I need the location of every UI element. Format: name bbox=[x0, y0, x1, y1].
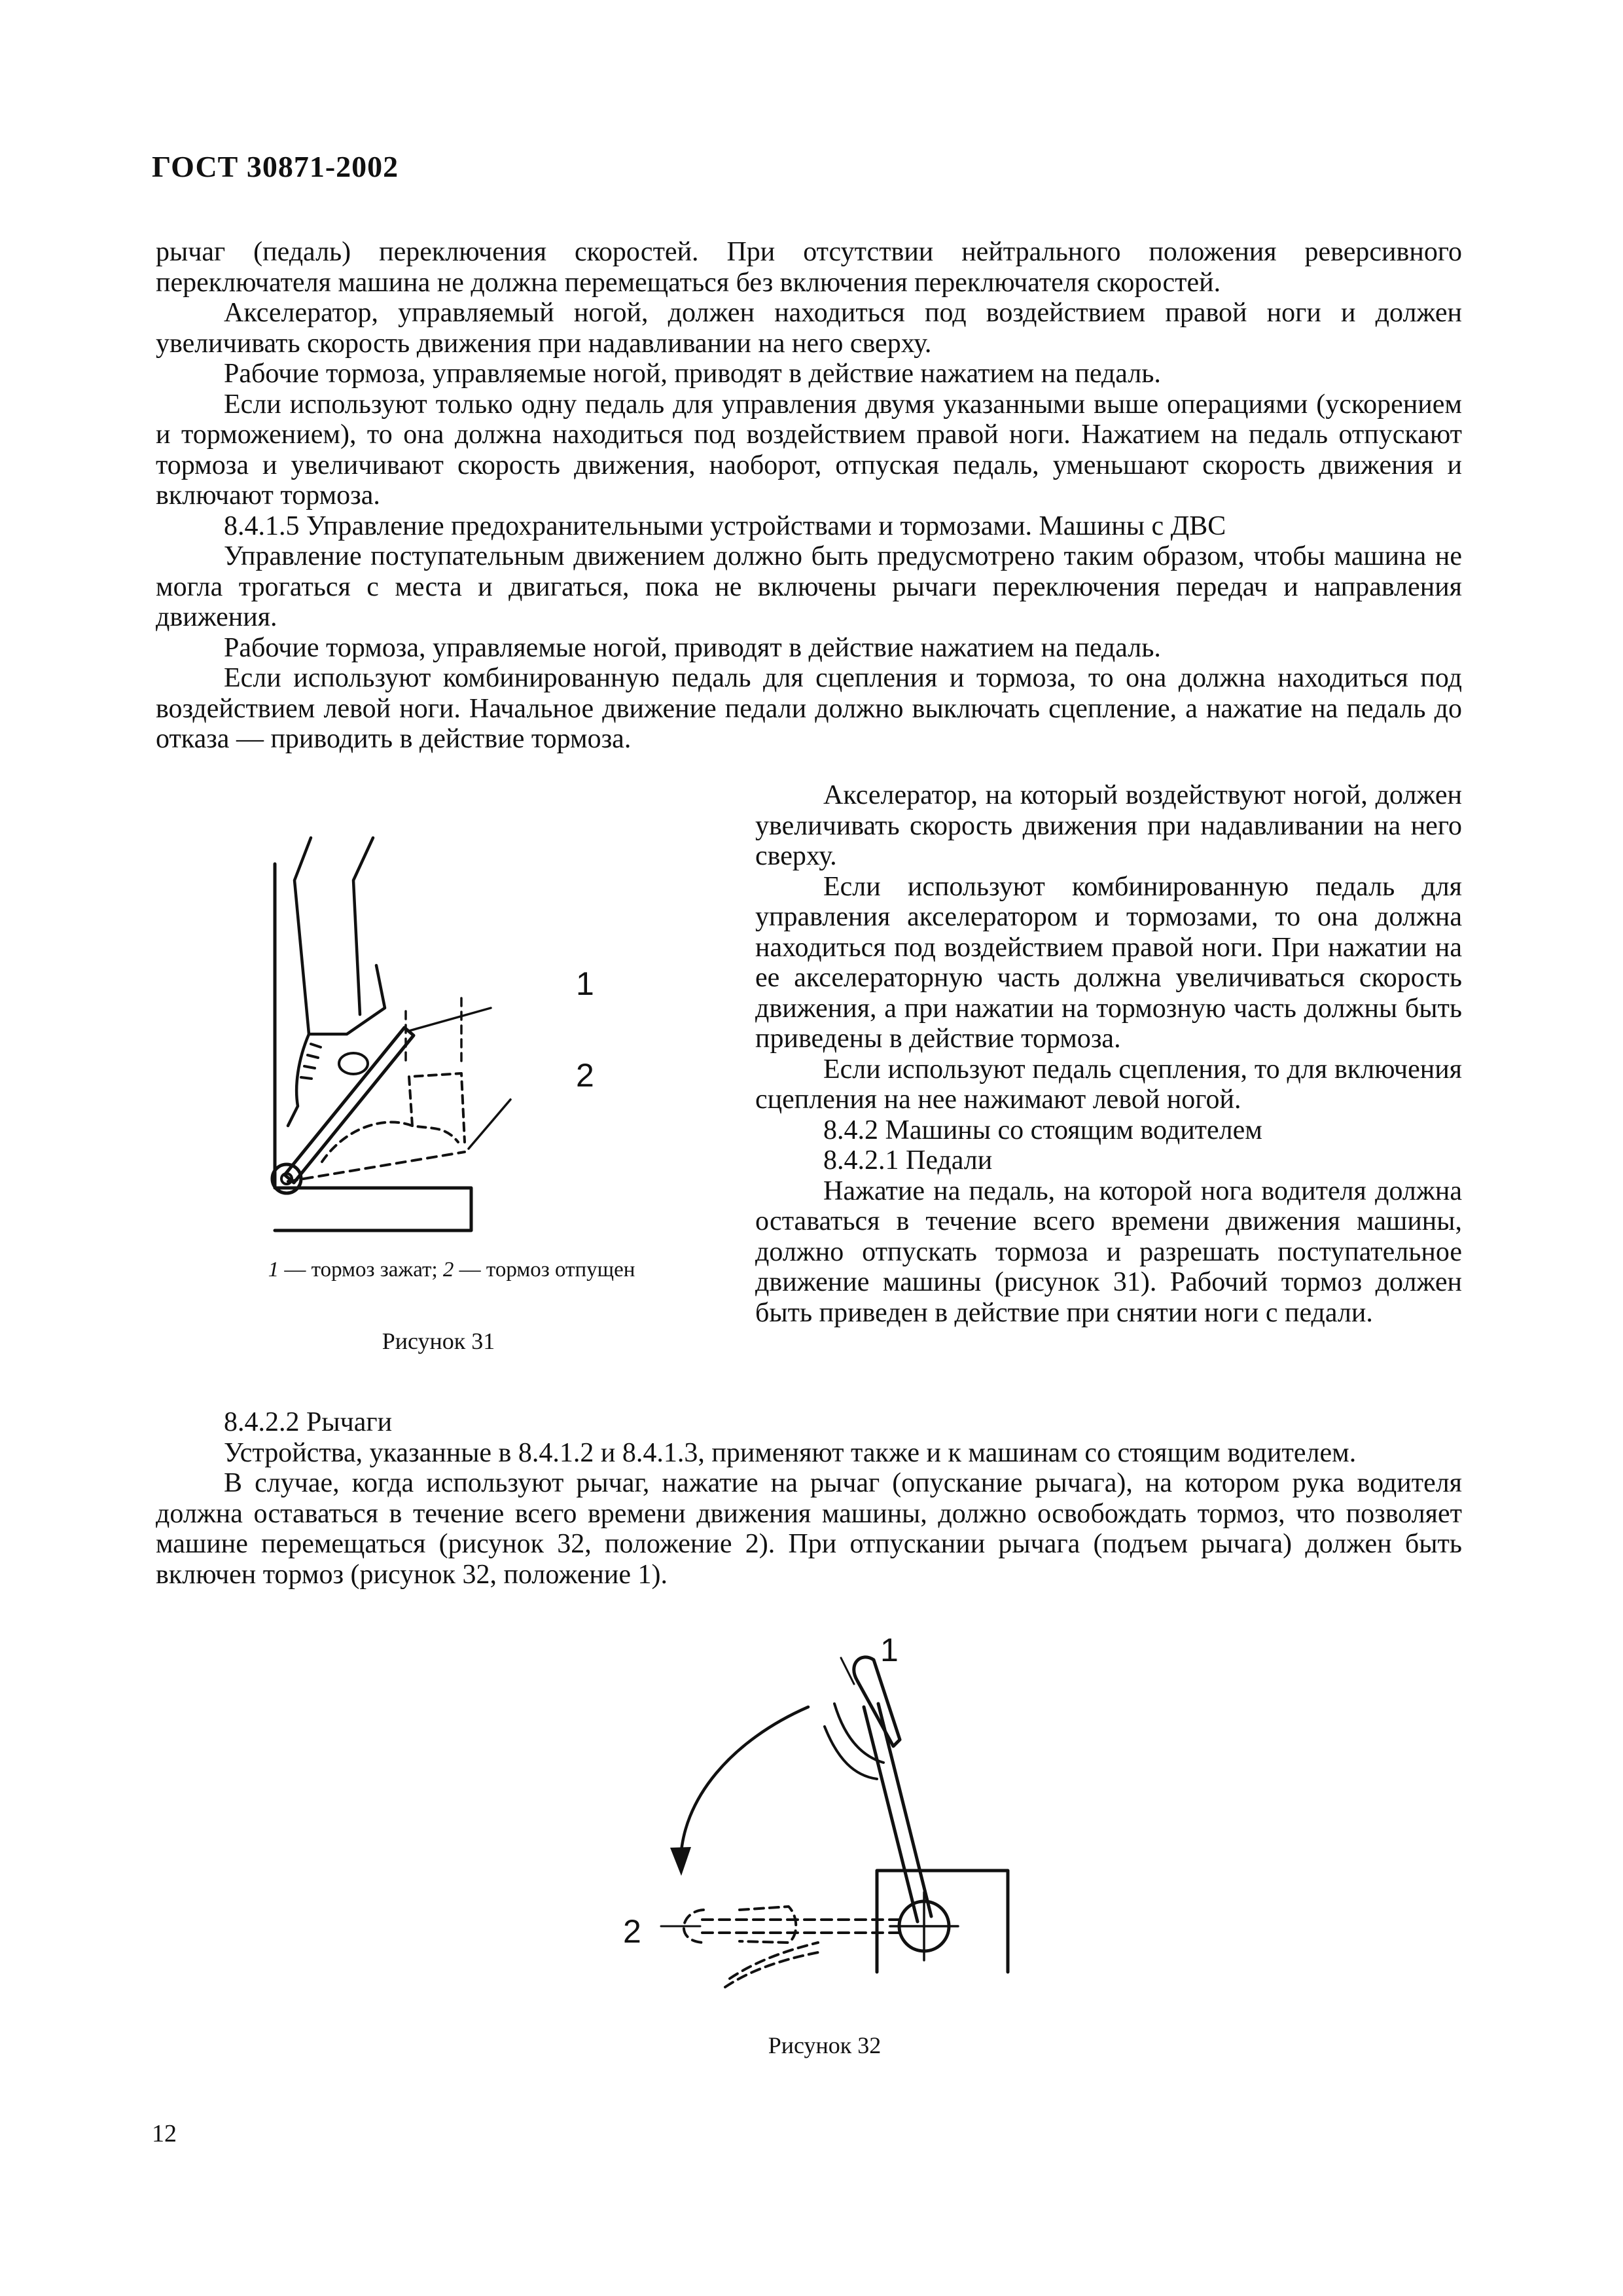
document-code: ГОСТ 30871-2002 bbox=[152, 150, 399, 183]
figure-31-caption bbox=[170, 1258, 733, 1282]
paragraph: В случае, когда используют рычаг, нажатие на рычаг (опускание рычага), на котором рука водителя должна оставаться в течение всего времени движения машины, должно освобождать тормоз, что позволяет машине перемещаться (рисунок 32, положение 2). При отпускании рычага (подъем рычага) должен быть включен тормоз (рисунок 32, положение 1). bbox=[156, 1468, 1462, 1590]
paragraph: Устройства, указанные в 8.4.1.2 и 8.4.1.3, применяют также и к машинам со стоящим водителем. bbox=[224, 1437, 1357, 1468]
page-number: 12 bbox=[152, 2120, 177, 2147]
text-block-bottom bbox=[156, 1407, 1462, 1590]
section-heading-8-4-2-2: 8.4.2.2 Рычаги bbox=[224, 1407, 393, 1437]
text-block-right bbox=[755, 780, 1462, 1328]
text-block-top bbox=[156, 237, 1462, 755]
figure-31-labels bbox=[563, 956, 615, 1113]
figure-31-pedal-drawing bbox=[249, 818, 524, 1237]
paragraph: Акселератор, на который воздействуют ногой, должен увеличивать скорость движения при надавливании на него сверху. bbox=[755, 780, 1462, 871]
paragraph: Если используют комбинированную педаль для управления акселератором и тормозами, то она должна находиться под воздействием правой ноги. При нажатии на ее акселераторную часть должна увеличиваться скорость движения, а при нажатии на тормозную часть должны быть приведены в действие тормоза. bbox=[755, 871, 1462, 1054]
paragraph: Если используют только одну педаль для управления двумя указанными выше операциями (ускорением и торможением), то она должна находиться под воздействием правой ноги. Нажатием на педаль отпускают тормоза и увеличивают скорость движения, наоборот, отпуская педаль, уменьшают скорость движения и включают тормоза. bbox=[156, 389, 1462, 511]
figure-32-labels bbox=[615, 1628, 903, 1969]
paragraph: Акселератор, управляемый ногой, должен находиться под воздействием правой ноги и должен увеличивать скорость движения при надавливании на него сверху. bbox=[156, 298, 1462, 359]
figure-32-label-1: 1 bbox=[880, 1632, 899, 1668]
figure-31-label-1: 1 bbox=[576, 965, 594, 1002]
section-heading-8-4-1-5: 8.4.1.5 Управление предохранительными устройствами и тормозами. Машины с ДВС bbox=[224, 511, 1226, 541]
figure-31-label-2: 2 bbox=[576, 1057, 594, 1094]
paragraph: Нажатие на педаль, на которой нога водителя должна оставаться в течение всего времени движения машины, должно отпускать тормоза и разрешать поступательное движение машины (рисунок 31). Рабочий тормоз должен быть приведен в действие при снятии ноги с педали. bbox=[755, 1175, 1462, 1328]
caption-num-1: 1 bbox=[268, 1258, 279, 1282]
paragraph: Рабочие тормоза, управляемые ногой, приводят в действие нажатием на педаль. bbox=[224, 359, 1161, 389]
paragraph: Если используют комбинированную педаль для сцепления и тормоза, то она должна находиться под воздействием левой ноги. Начальное движение педали должно выключать сцепление, а нажатие на педаль до отказа — приводить в действие тормоза. bbox=[156, 663, 1462, 754]
section-heading-8-4-2-1: 8.4.2.1 Педали bbox=[823, 1145, 993, 1175]
figure-32-label-2: 2 bbox=[623, 1913, 641, 1950]
figure-31-title: Рисунок 31 bbox=[382, 1328, 495, 1354]
caption-text-1: — тормоз зажат; bbox=[279, 1258, 443, 1282]
paragraph: рычаг (педаль) переключения скоростей. При отсутствии нейтрального положения реверсивного переключателя машина не должна перемещаться без включения переключателя скоростей. bbox=[156, 237, 1462, 298]
paragraph: Если используют педаль сцепления, то для включения сцепления на нее нажимают левой ногой. bbox=[755, 1054, 1462, 1115]
paragraph: Управление поступательным движением должно быть предусмотрено таким образом, чтобы машина не могла трогаться с места и двигаться, пока не включены рычаги переключения передач и направления движения. bbox=[156, 541, 1462, 632]
caption-text-2: — тормоз отпущен bbox=[454, 1258, 635, 1282]
paragraph: Рабочие тормоза, управляемые ногой, приводят в действие нажатием на педаль. bbox=[224, 632, 1161, 663]
figure-32-title: Рисунок 32 bbox=[768, 2032, 882, 2058]
section-heading-8-4-2: 8.4.2 Машины со стоящим водителем bbox=[823, 1115, 1262, 1145]
caption-num-2: 2 bbox=[442, 1258, 454, 1282]
